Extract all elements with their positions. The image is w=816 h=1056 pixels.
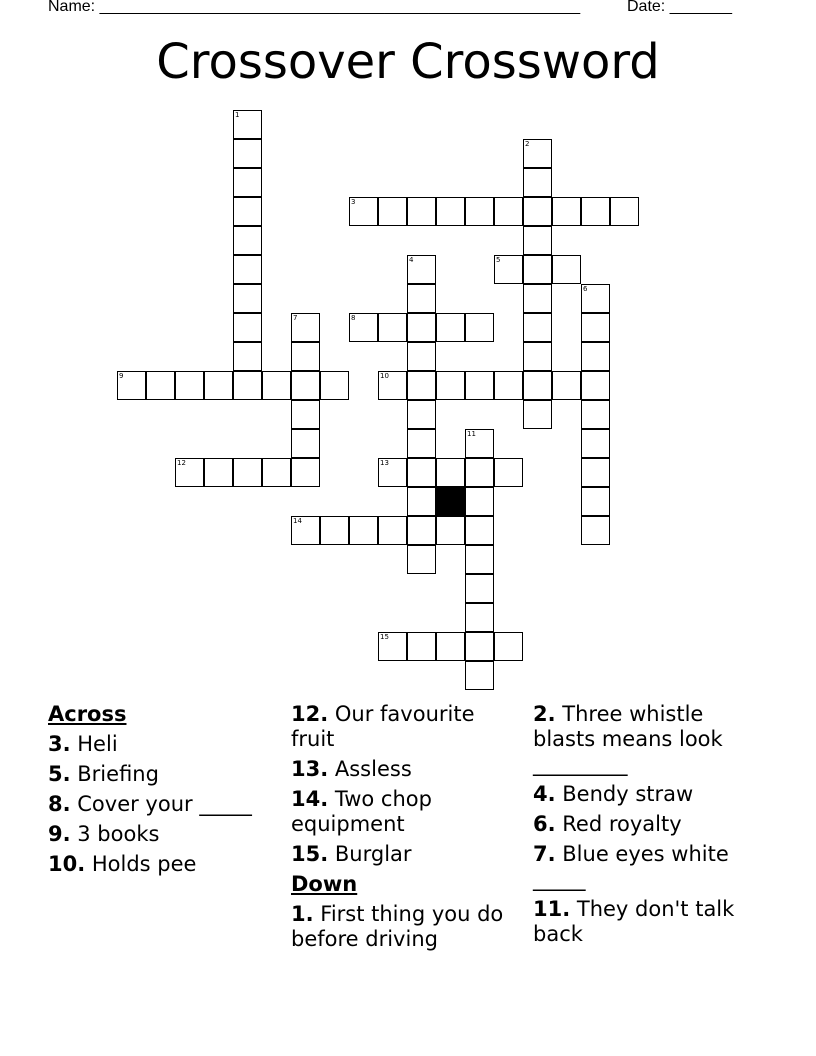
grid-cell[interactable]	[465, 545, 494, 574]
grid-cell[interactable]	[291, 313, 320, 342]
clue-number: 8.	[48, 792, 71, 816]
date-field-label: Date: _______	[627, 0, 732, 15]
clue-item	[533, 782, 763, 807]
grid-cell[interactable]	[233, 458, 262, 487]
grid-cell[interactable]	[233, 226, 262, 255]
grid-cell[interactable]	[523, 371, 552, 400]
grid-cell[interactable]	[465, 574, 494, 603]
clue-text: Briefing	[70, 762, 159, 786]
grid-cell[interactable]	[552, 255, 581, 284]
grid-cell[interactable]	[233, 139, 262, 168]
grid-cell[interactable]	[349, 313, 378, 342]
grid-cell[interactable]	[349, 197, 378, 226]
black-cell	[436, 487, 465, 516]
clue-item	[533, 897, 763, 947]
grid-cell[interactable]	[581, 458, 610, 487]
cell-number: 2	[525, 140, 530, 148]
grid-cell[interactable]	[523, 168, 552, 197]
grid-cell[interactable]	[291, 516, 320, 545]
grid-cell[interactable]	[233, 371, 262, 400]
clue-item	[533, 812, 763, 837]
grid-cell[interactable]	[581, 429, 610, 458]
grid-cell[interactable]	[175, 371, 204, 400]
clue-item	[533, 842, 763, 892]
grid-cell[interactable]	[117, 371, 146, 400]
grid-cell[interactable]	[465, 632, 494, 661]
grid-cell[interactable]	[523, 197, 552, 226]
grid-cell[interactable]	[378, 632, 407, 661]
grid-cell[interactable]	[349, 516, 378, 545]
clue-item	[48, 792, 278, 817]
grid-cell[interactable]	[233, 197, 262, 226]
grid-cell[interactable]	[581, 400, 610, 429]
clue-number: 4.	[533, 782, 556, 806]
grid-cell[interactable]	[407, 371, 436, 400]
grid-cell[interactable]	[494, 255, 523, 284]
grid-cell[interactable]	[523, 342, 552, 371]
grid-cell[interactable]	[494, 371, 523, 400]
grid-cell[interactable]	[407, 313, 436, 342]
grid-cell[interactable]	[581, 197, 610, 226]
grid-cell[interactable]	[552, 197, 581, 226]
grid-cell[interactable]	[204, 371, 233, 400]
grid-cell[interactable]	[262, 458, 291, 487]
grid-cell[interactable]	[581, 313, 610, 342]
grid-cell[interactable]	[494, 632, 523, 661]
grid-cell[interactable]	[204, 458, 233, 487]
grid-cell[interactable]	[378, 371, 407, 400]
clue-number: 14.	[291, 787, 329, 811]
clue-text: First thing you do before driving	[291, 902, 504, 951]
clue-number: 6.	[533, 812, 556, 836]
cell-number: 12	[177, 459, 186, 467]
clue-heading-across: Across	[48, 702, 127, 726]
grid-cell[interactable]	[233, 342, 262, 371]
clues-column-3	[533, 702, 763, 952]
clue-text: Blue eyes white _____	[533, 842, 729, 891]
clue-heading-down: Down	[291, 872, 358, 896]
page-title: Crossover Crossword	[156, 34, 660, 90]
cell-number: 15	[380, 633, 389, 641]
grid-cell[interactable]	[407, 342, 436, 371]
grid-cell[interactable]	[233, 255, 262, 284]
clue-text: Red royalty	[555, 812, 682, 836]
grid-cell[interactable]	[407, 632, 436, 661]
grid-cell[interactable]	[291, 400, 320, 429]
clue-number: 15.	[291, 842, 329, 866]
grid-cell[interactable]	[610, 197, 639, 226]
clue-text: 3 books	[70, 822, 160, 846]
cell-number: 5	[496, 256, 501, 264]
clue-number: 7.	[533, 842, 556, 866]
clue-number: 9.	[48, 822, 71, 846]
grid-cell[interactable]	[552, 371, 581, 400]
clue-number: 13.	[291, 757, 329, 781]
clue-item	[48, 822, 278, 847]
cell-number: 10	[380, 372, 389, 380]
grid-cell[interactable]	[465, 661, 494, 690]
grid-cell[interactable]	[465, 313, 494, 342]
cell-number: 1	[235, 111, 240, 119]
cell-number: 8	[351, 314, 356, 322]
cell-number: 13	[380, 459, 389, 467]
grid-cell[interactable]	[320, 516, 349, 545]
clue-text: Three whistle blasts means look _________	[533, 702, 723, 776]
grid-cell[interactable]	[436, 458, 465, 487]
grid-cell[interactable]	[378, 197, 407, 226]
grid-cell[interactable]	[581, 371, 610, 400]
grid-cell[interactable]	[407, 516, 436, 545]
grid-cell[interactable]	[465, 603, 494, 632]
clue-item	[291, 902, 521, 952]
grid-cell[interactable]	[233, 110, 262, 139]
grid-cell[interactable]	[523, 313, 552, 342]
grid-cell[interactable]	[407, 284, 436, 313]
clue-item	[291, 842, 521, 867]
grid-cell[interactable]	[436, 313, 465, 342]
grid-cell[interactable]	[436, 197, 465, 226]
clue-number: 10.	[48, 852, 86, 876]
grid-cell[interactable]	[407, 197, 436, 226]
cell-number: 6	[583, 285, 588, 293]
clue-text: Bendy straw	[555, 782, 694, 806]
grid-cell[interactable]	[581, 516, 610, 545]
clue-text: Assless	[328, 757, 412, 781]
clue-item	[291, 787, 521, 837]
grid-cell[interactable]	[175, 458, 204, 487]
grid-cell[interactable]	[378, 458, 407, 487]
grid-cell[interactable]	[581, 342, 610, 371]
grid-cell[interactable]	[523, 226, 552, 255]
grid-cell[interactable]	[233, 284, 262, 313]
grid-cell[interactable]	[465, 487, 494, 516]
grid-cell[interactable]	[378, 313, 407, 342]
grid-cell[interactable]	[494, 458, 523, 487]
clue-number: 3.	[48, 732, 71, 756]
clue-text: Two chop equipment	[291, 787, 432, 836]
grid-cell[interactable]	[436, 632, 465, 661]
cell-number: 9	[119, 372, 124, 380]
grid-cell[interactable]	[523, 284, 552, 313]
grid-cell[interactable]	[581, 487, 610, 516]
grid-cell[interactable]	[291, 458, 320, 487]
grid-cell[interactable]	[378, 516, 407, 545]
clue-item	[48, 852, 278, 877]
cell-number: 11	[467, 430, 476, 438]
grid-cell[interactable]	[320, 371, 349, 400]
grid-cell[interactable]	[494, 197, 523, 226]
clues-column-1	[48, 702, 278, 882]
clue-text: Heli	[70, 732, 118, 756]
grid-cell[interactable]	[291, 429, 320, 458]
grid-cell[interactable]	[407, 400, 436, 429]
clue-item	[291, 702, 521, 752]
grid-cell[interactable]	[465, 197, 494, 226]
clue-item	[533, 702, 763, 777]
grid-cell[interactable]	[523, 400, 552, 429]
grid-cell[interactable]	[436, 371, 465, 400]
grid-cell[interactable]	[407, 458, 436, 487]
grid-cell[interactable]	[407, 487, 436, 516]
clue-text: They don't talk back	[533, 897, 735, 946]
clues-column-2	[291, 702, 521, 957]
clue-item	[48, 762, 278, 787]
grid-cell[interactable]	[233, 168, 262, 197]
grid-cell[interactable]	[407, 255, 436, 284]
grid-cell[interactable]	[436, 516, 465, 545]
clue-text: Burglar	[328, 842, 412, 866]
grid-cell[interactable]	[233, 313, 262, 342]
clue-item	[48, 732, 278, 757]
cell-number: 7	[293, 314, 298, 322]
grid-cell[interactable]	[407, 429, 436, 458]
grid-cell[interactable]	[407, 545, 436, 574]
clue-text: Holds pee	[85, 852, 197, 876]
clue-text: Our favourite fruit	[291, 702, 475, 751]
grid-cell[interactable]	[523, 139, 552, 168]
grid-cell[interactable]	[291, 371, 320, 400]
clue-number: 1.	[291, 902, 314, 926]
grid-cell[interactable]	[581, 284, 610, 313]
clue-number: 12.	[291, 702, 329, 726]
clue-number: 2.	[533, 702, 556, 726]
cell-number: 4	[409, 256, 414, 264]
grid-cell[interactable]	[465, 458, 494, 487]
grid-cell[interactable]	[465, 371, 494, 400]
clue-number: 11.	[533, 897, 571, 921]
name-field-label: Name: ______________________________________________________	[48, 0, 581, 15]
clue-item	[291, 757, 521, 782]
grid-cell[interactable]	[262, 371, 291, 400]
grid-cell[interactable]	[146, 371, 175, 400]
grid-cell[interactable]	[465, 516, 494, 545]
grid-cell[interactable]	[291, 342, 320, 371]
grid-cell[interactable]	[523, 255, 552, 284]
clue-number: 5.	[48, 762, 71, 786]
cell-number: 14	[293, 517, 302, 525]
clue-text: Cover your _____	[70, 792, 252, 816]
grid-cell[interactable]	[465, 429, 494, 458]
cell-number: 3	[351, 198, 356, 206]
